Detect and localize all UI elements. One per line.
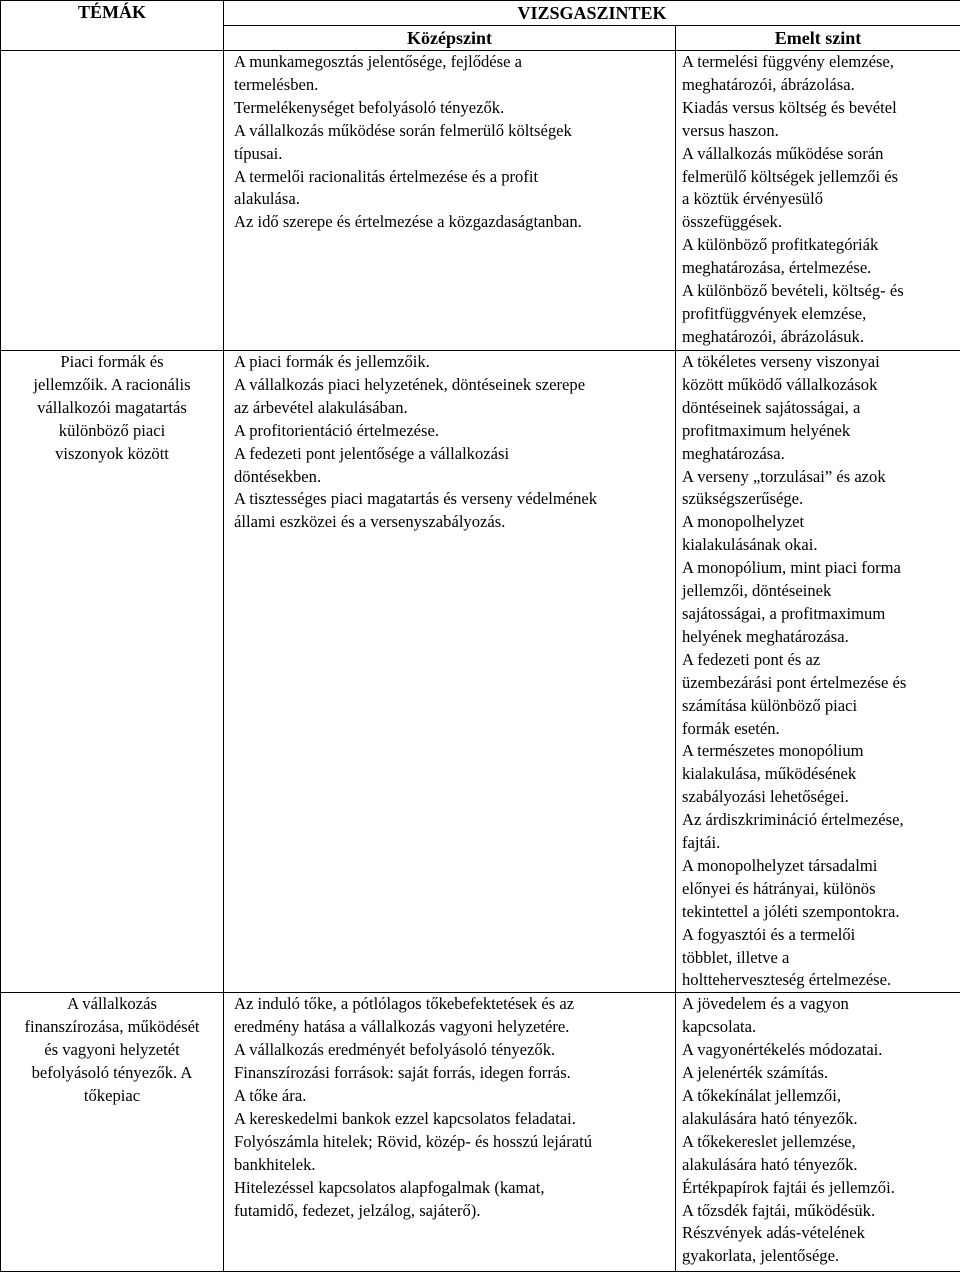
table-row [1,993,960,1272]
topic-text: Piaci formák és jellemzőik. A racionális vállalkozói magatartás különböző piaci viszonyok között [7,351,217,466]
levels-header: VIZSGASZINTEK [224,1,960,26]
mid-level-header: Középszint [224,26,676,51]
high-level-cell [676,993,960,1272]
topics-header: TÉMÁK [1,1,224,51]
high-level-text: A tökéletes verseny viszonyai között működő vállalkozások döntéseinek sajátosságai, a profitmaximum helyének meghatározása. A verseny „torzulásai” és azok szükségszerűsége. A monopolhelyzet kialakulásának okai. A monopólium, mint piaci forma jellemzői, döntéseinek sajátosságai, a profitmaximum helyének meghatározása. A fedezeti pont és az üzembezárási pont értelmezése és számítása különböző piaci formák esetén. A természetes monopólium kialakulása, működésének szabályozási lehetőségei. Az árdiszkrimináció értelmezése, fajtái. A monopolhelyzet társadalmi előnyei és hátrányai, különös tekintettel a jóléti szempontokra. A fogyasztói és a termelői többlet, illetve a holtteherveszteség értelmezése. [682,351,956,992]
mid-level-text: A munkamegosztás jelentősége, fejlődése a termelésben. Termelékenységet befolyásoló tényezők. A vállalkozás működése során felmerülő költségek típusai. A termelői racionalitás értelmezése és a profit alakulása. Az idő szerepe és értelmezése a közgazdaságtanban. [234,51,669,234]
topic-cell [1,51,224,351]
mid-level-cell [224,351,676,993]
high-level-text: A termelési függvény elemzése, meghatározói, ábrázolása. Kiadás versus költség és bevétel versus haszon. A vállalkozás működése során felmerülő költségek jellemzői és a köztük érvényesülő összefüggések. A különböző profitkategóriák meghatározása, értelmezése. A különböző bevételi, költség- és profitfüggvények elemzése, meghatározói, ábrázolásuk. [682,51,956,349]
high-level-text: A jövedelem és a vagyon kapcsolata. A vagyonértékelés módozatai. A jelenérték számítás. A tőkekínálat jellemzői, alakulására ható tényezők. A tőkekereslet jellemzése, alakulására ható tényezők. Értékpapírok fajtái és jellemzői. A tőzsdék fajtái, működésük. Részvények adás-vételének gyakorlata, jelentősége. [682,993,956,1268]
topic-cell [1,993,224,1272]
table-row [1,51,960,351]
mid-level-text: Az induló tőke, a pótlólagos tőkebefektetések és az eredmény hatása a vállalkozás vagyoni helyzetére. A vállalkozás eredményét befolyásoló tényezők. Finanszírozási források: saját forrás, idegen forrás. A tőke ára. A kereskedelmi bankok ezzel kapcsolatos feladatai. Folyószámla hitelek; Rövid, közép- és hosszú lejáratú bankhitelek. Hitelezéssel kapcsolatos alapfogalmak (kamat, futamidő, fedezet, jelzálog, sajáterő). [234,993,669,1222]
mid-level-text: A piaci formák és jellemzőik. A vállalkozás piaci helyzetének, döntéseinek szerepe az árbevétel alakulásában. A profitorientáció értelmezése. A fedezeti pont jelentősége a vállalkozási döntésekben. A tisztességes piaci magatartás és verseny védelmének állami eszközei és a versenyszabályozás. [234,351,669,534]
high-level-header: Emelt szint [676,26,960,51]
table-row [1,351,960,993]
topic-cell [1,351,224,993]
header-row [1,1,960,26]
topic-text: A vállalkozás finanszírozása, működését és vagyoni helyzetét befolyásoló tényezők. A tőkepiac [7,993,217,1108]
high-level-cell [676,51,960,351]
mid-level-cell [224,51,676,351]
high-level-cell [676,351,960,993]
mid-level-cell [224,993,676,1272]
